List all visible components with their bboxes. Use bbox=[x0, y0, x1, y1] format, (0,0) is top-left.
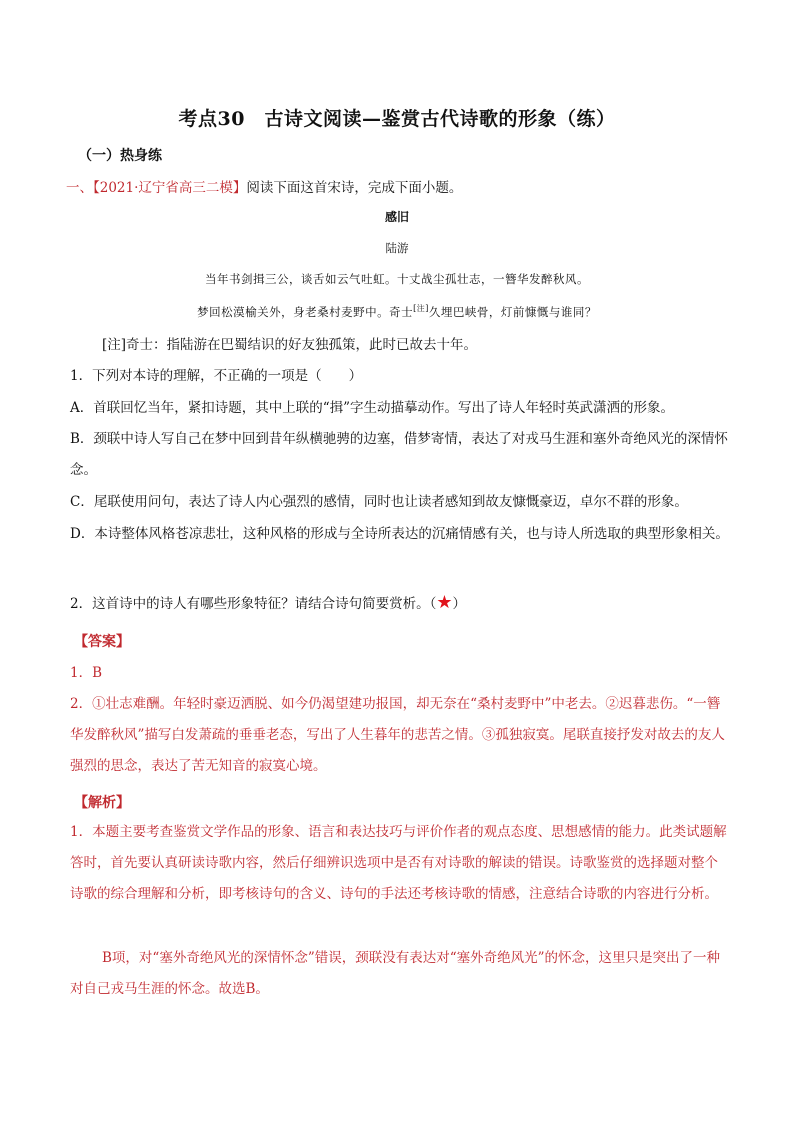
poem-note: [注]奇士：指陆游在巴蜀结识的好友独孤策，此时已故去十年。 bbox=[102, 337, 478, 353]
question-number: 一、 bbox=[66, 180, 93, 196]
poem-title: 感旧 bbox=[384, 210, 409, 224]
q1-stem: 1．下列对本诗的理解，不正确的一项是（ ） bbox=[70, 368, 363, 384]
star-icon: ★ bbox=[436, 592, 453, 613]
answer-1: 1．B bbox=[70, 665, 103, 681]
q1-option-b: B．颈联中诗人写自己在梦中回到昔年纵横驰骋的边塞，借梦寄情，表达了对戎马生涯和塞外奇绝风光的深情怀念。 bbox=[70, 431, 728, 478]
poem-line-2 bbox=[0, 303, 794, 320]
answer-2: 2．①壮志难酬。年轻时豪迈洒脱、如今仍渴望建功报国，却无奈在“桑村麦野中”中老去。②迟暮悲伤。“一簪华发醉秋风”描写白发萧疏的垂垂老态，写出了人生暮年的悲苦之情。③孤独寂寞。尾联直接抒发对故去的友人强烈的思念，表达了苦无知音的寂寞心境。 bbox=[70, 696, 725, 774]
section-heading: （一）热身练 bbox=[78, 148, 162, 164]
q1-option-a: A．首联回忆当年，紧扣诗题，其中上联的“揖”字生动描摹动作。写出了诗人年轻时英武潇洒的形象。 bbox=[70, 400, 675, 416]
poem-line-1: 当年书剑揖三公，谈舌如云气吐虹。十丈战尘孤壮志，一簪华发醉秋风。 bbox=[205, 272, 589, 286]
poem-line-2-a: 梦回松漠榆关外，身老桑村麦野中。奇士 bbox=[197, 304, 414, 319]
poem-author: 陆游 bbox=[385, 241, 409, 255]
poem-footnote-mark: [注] bbox=[413, 304, 429, 313]
question-intro bbox=[66, 176, 462, 196]
question-source: 【2021·辽宁省高三二模】 bbox=[93, 180, 247, 196]
q1-option-c: C．尾联使用问句，表达了诗人内心强烈的感情，同时也让读者感知到故友慷慨豪迈，卓尔不群的形象。 bbox=[70, 494, 688, 510]
question-prompt: 阅读下面这首宋诗，完成下面小题。 bbox=[246, 180, 463, 196]
q2-stem-line bbox=[70, 587, 730, 620]
poem-line-2-b: 久埋巴峡骨，灯前慷慨与谁同？ bbox=[428, 304, 597, 319]
analysis-paragraph-1: 1．本题主要考查鉴赏文学作品的形象、语言和表达技巧与评价作者的观点态度、思想感情的能力。此类试题解答时，首先要认真研读诗歌内容，然后仔细辨识选项中是否有对诗歌的解读的错误。诗歌鉴赏的选择题对整个诗歌的综合理解和分析，即考核诗句的含义、诗句的手法还考核诗歌的情感，注意结合诗歌的内容进行分析。 bbox=[70, 824, 727, 902]
analysis-heading: 【解析】 bbox=[74, 795, 130, 811]
page-title: 考点30 古诗文阅读—鉴赏古代诗歌的形象（练） bbox=[178, 108, 616, 130]
analysis-paragraph-2: B项，对“塞外奇绝风光的深情怀念”错误，颈联没有表达对“塞外奇绝风光”的怀念，这里只是突出了一种对自己戎马生涯的怀念。故选B。 bbox=[70, 950, 721, 997]
q2-stem: 2．这首诗中的诗人有哪些形象特征？请结合诗句简要赏析。（ bbox=[70, 596, 437, 612]
answer-heading: 【答案】 bbox=[74, 634, 130, 650]
q1-option-d: D．本诗整体风格苍凉悲壮，这种风格的形成与全诗所表达的沉痛情感有关，也与诗人所选取的典型形象相关。 bbox=[70, 526, 729, 542]
q2-close: ） bbox=[452, 596, 466, 612]
